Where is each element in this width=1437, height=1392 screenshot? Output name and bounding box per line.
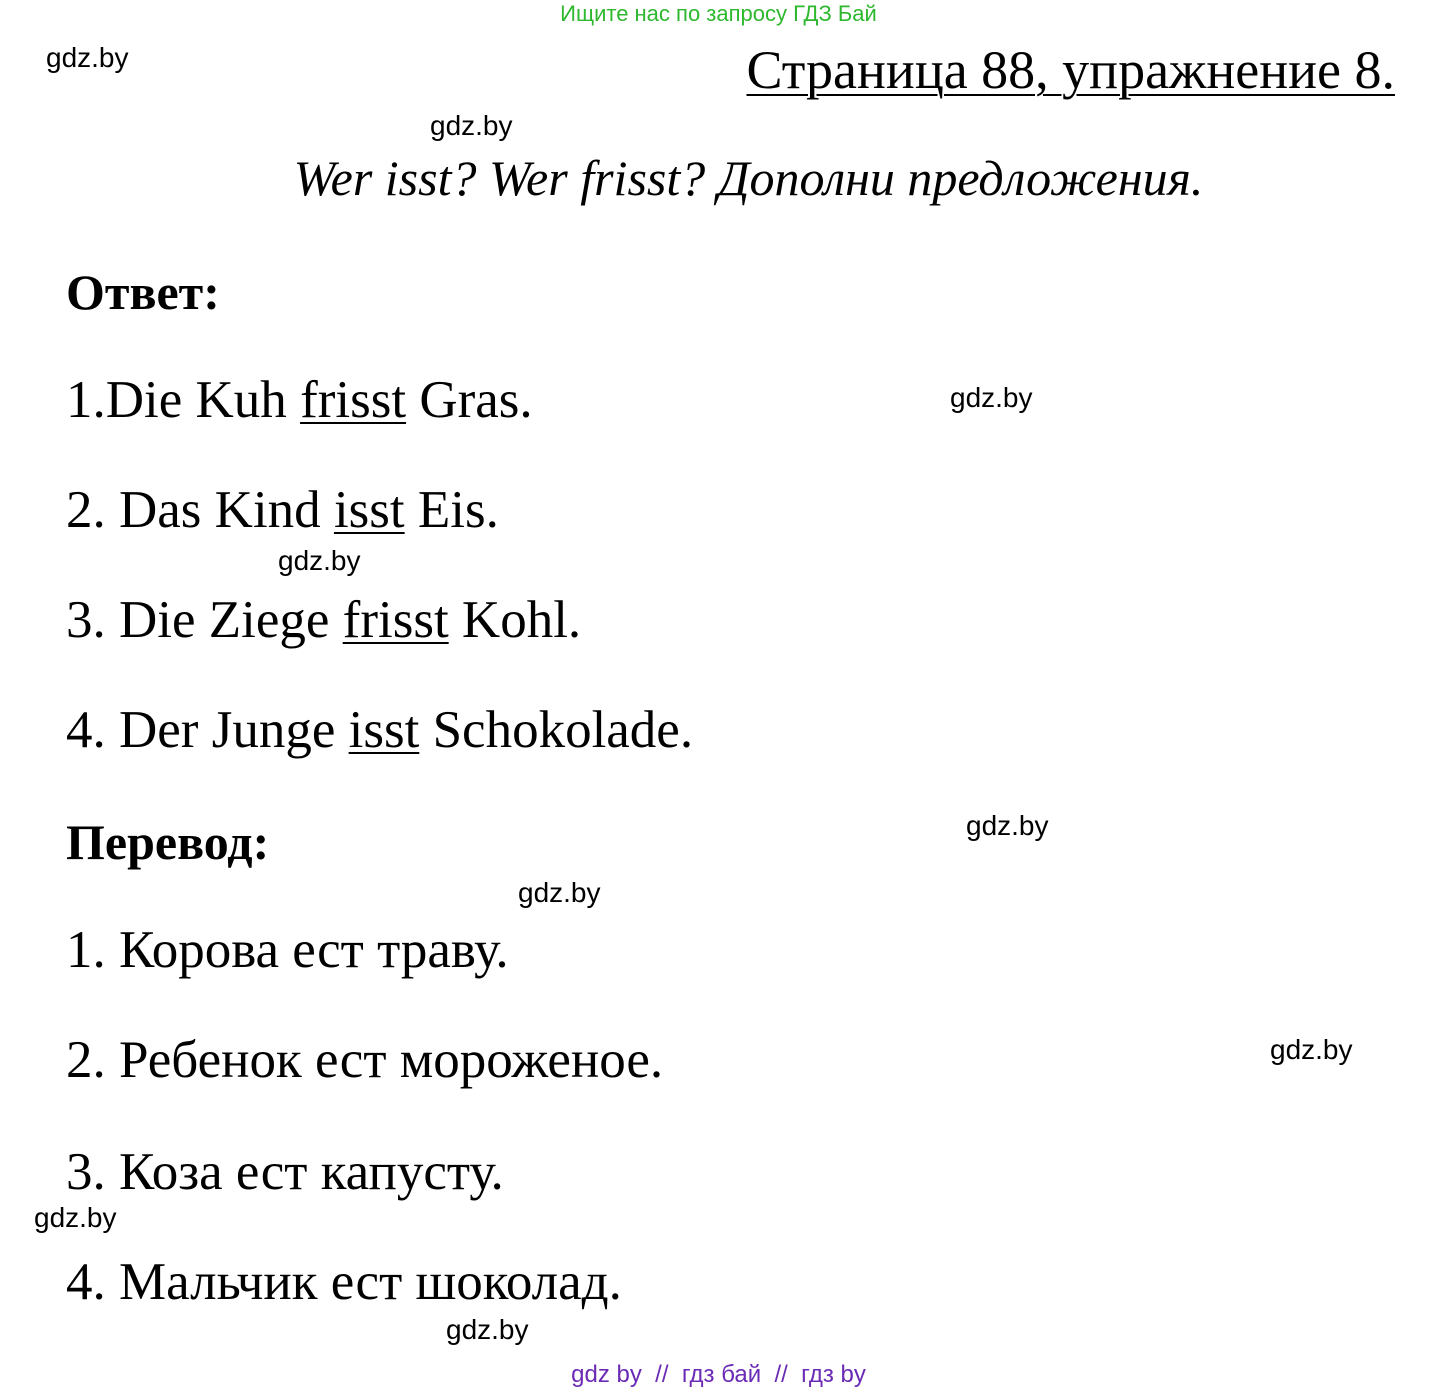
answer-line-2 (66, 478, 499, 542)
answer-line-3 (66, 588, 581, 652)
answer-verb: frisst (342, 591, 449, 649)
answer-line-text: 3. Die Ziege (66, 591, 343, 649)
watermark: gdz.by (950, 382, 1033, 413)
answer-line-text: 4. Der Junge (66, 701, 349, 759)
watermark: gdz.by (446, 1314, 529, 1345)
watermark: gdz.by (966, 810, 1049, 841)
answer-heading: Ответ: (66, 264, 220, 320)
watermark: gdz.by (1270, 1034, 1353, 1065)
task-instruction: Wer isst? Wer frisst? Дополни предложения. (293, 150, 1204, 206)
top-banner[interactable]: Ищите нас по запросу ГДЗ Бай (560, 1, 877, 26)
translation-heading: Перевод: (66, 814, 270, 870)
answer-verb: isst (333, 481, 405, 539)
answer-line-1 (66, 368, 533, 432)
watermark: gdz.by (430, 110, 513, 141)
answer-line-4 (66, 698, 693, 762)
watermark: gdz.by (46, 42, 129, 73)
answer-line-text: 1.Die Kuh (66, 371, 301, 429)
answer-verb: isst (348, 701, 420, 759)
watermark: gdz.by (518, 877, 601, 908)
answer-line-text: Schokolade. (419, 701, 694, 759)
answer-line-text: 2. Das Kind (66, 481, 334, 539)
translation-line-2: 2. Ребенок ест мороженое. (66, 1031, 664, 1089)
translation-line-3: 3. Коза ест капусту. (66, 1143, 504, 1201)
translation-line-1: 1. Корова ест траву. (66, 921, 509, 979)
answer-line-text: Eis. (404, 481, 499, 539)
watermark: gdz.by (278, 545, 361, 576)
footer-links[interactable]: gdz by // гдз бай // гдз by (571, 1361, 866, 1388)
answer-verb: frisst (300, 371, 407, 429)
answer-line-text: Gras. (406, 371, 533, 429)
page-title: Страница 88, упражнение 8. (746, 40, 1395, 100)
answer-line-text: Kohl. (448, 591, 582, 649)
watermark: gdz.by (34, 1202, 117, 1233)
translation-line-4: 4. Мальчик ест шоколад. (66, 1253, 622, 1311)
